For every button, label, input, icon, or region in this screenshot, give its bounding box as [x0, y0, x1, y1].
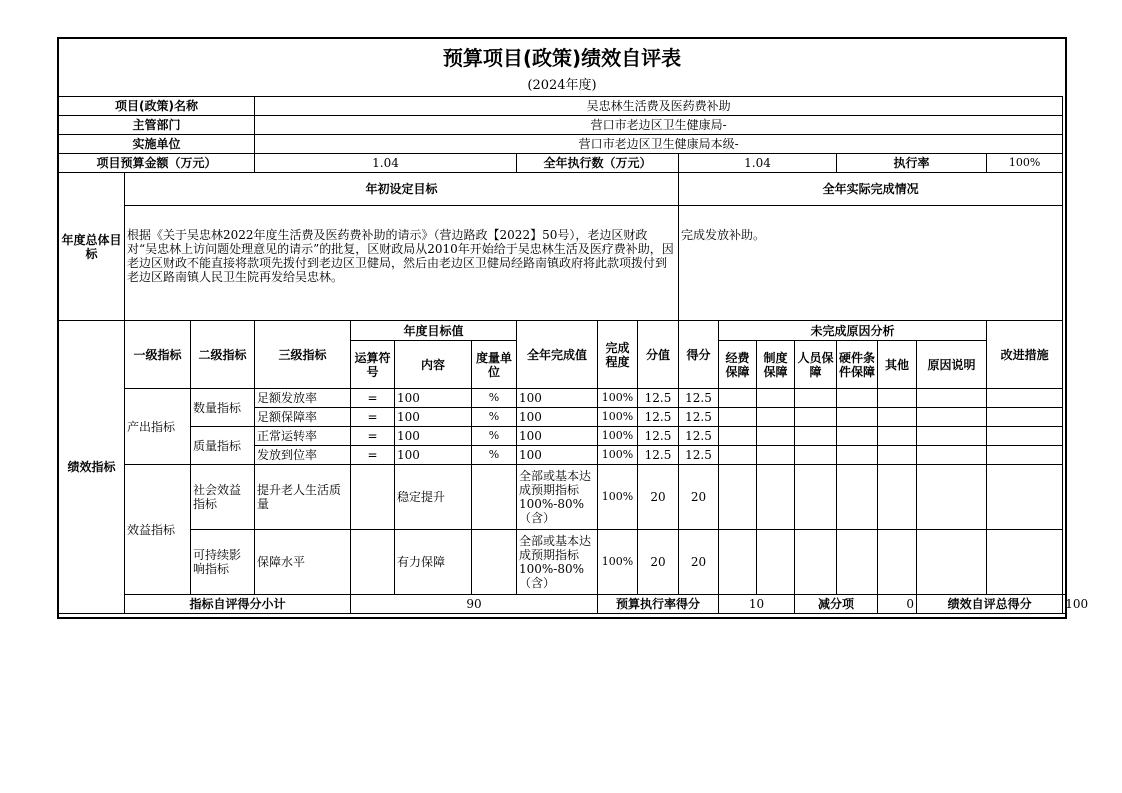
empty-cell	[757, 427, 795, 446]
empty-cell	[917, 446, 987, 465]
performance-indicators-label: 绩效指标	[59, 321, 125, 614]
indicator-content: 100	[395, 446, 472, 465]
project-value: 吴忠林生活费及医药费补助	[255, 97, 1063, 116]
department-label: 主管部门	[59, 116, 255, 135]
budget-label: 项目预算金额（万元）	[59, 154, 255, 173]
indicator-name: 足额保障率	[255, 408, 351, 427]
quantity-indicator-label: 数量指标	[191, 389, 255, 427]
empty-cell	[719, 389, 757, 408]
indicator-score: 12.5	[679, 446, 719, 465]
project-label: 项目(政策)名称	[59, 97, 255, 116]
indicator-unit: %	[472, 427, 517, 446]
level1-header: 一级指标	[125, 321, 191, 389]
empty-cell	[917, 389, 987, 408]
empty-cell	[837, 389, 878, 408]
indicator-score-value: 12.5	[638, 389, 679, 408]
indicator-score: 12.5	[679, 427, 719, 446]
goal-header-row	[59, 173, 1067, 206]
indicator-operator: =	[351, 446, 395, 465]
indicator-operator: =	[351, 427, 395, 446]
actual-value-header: 全年完成值	[517, 321, 598, 389]
indicator-actual: 全部或基本达成预期指标100%-80%（含）	[517, 465, 598, 530]
empty-cell	[987, 427, 1063, 446]
indicator-completion: 100%	[598, 427, 638, 446]
deduction-value: 0	[878, 595, 917, 614]
empty-cell	[878, 530, 917, 595]
indicator-content: 有力保障	[395, 530, 472, 595]
budget-rate-score-label: 预算执行率得分	[598, 595, 719, 614]
indicator-score-value: 12.5	[638, 427, 679, 446]
empty-cell	[837, 446, 878, 465]
empty-cell	[719, 530, 757, 595]
document-year: (2024年度)	[527, 78, 597, 93]
budget-rate-score-value: 10	[719, 595, 795, 614]
department-value: 营口市老边区卫生健康局-	[255, 116, 1063, 135]
indicator-operator: =	[351, 408, 395, 427]
indicator-content: 100	[395, 389, 472, 408]
execution-rate-value: 100%	[987, 154, 1063, 173]
empty-cell	[719, 427, 757, 446]
subtotal-value: 90	[351, 595, 598, 614]
empty-cell	[719, 408, 757, 427]
operator-header: 运算符号	[351, 341, 395, 389]
indicator-score-value: 20	[638, 465, 679, 530]
empty-cell	[795, 408, 837, 427]
indicator-name: 正常运转率	[255, 427, 351, 446]
empty-cell	[917, 427, 987, 446]
empty-cell	[837, 427, 878, 446]
indicator-actual: 100	[517, 408, 598, 427]
table-row	[59, 465, 1067, 530]
empty-cell	[757, 446, 795, 465]
department-row	[59, 116, 1067, 135]
summary-row	[59, 595, 1067, 614]
table-row	[59, 530, 1067, 595]
empty-cell	[837, 530, 878, 595]
empty-cell	[837, 408, 878, 427]
empty-cell	[472, 530, 517, 595]
benefit-level2-label: 社会效益指标	[191, 465, 255, 530]
indicator-name: 保障水平	[255, 530, 351, 595]
content-header: 内容	[395, 341, 472, 389]
empty-cell	[878, 408, 917, 427]
reason-other-header: 其他	[878, 341, 917, 389]
empty-cell	[757, 530, 795, 595]
score-header: 得分	[679, 321, 719, 389]
empty-cell	[878, 427, 917, 446]
indicator-score: 12.5	[679, 389, 719, 408]
plan-goal-header: 年初设定目标	[125, 173, 679, 206]
empty-cell	[795, 530, 837, 595]
benefit-indicator-label: 效益指标	[125, 465, 191, 595]
empty-cell	[757, 408, 795, 427]
indicator-completion: 100%	[598, 530, 638, 595]
document-title: 预算项目(政策)绩效自评表	[442, 46, 682, 70]
empty-cell	[757, 465, 795, 530]
measures-header: 改进措施	[987, 321, 1063, 389]
target-value-group-header: 年度目标值	[351, 321, 517, 341]
unit-header: 度量单位	[472, 341, 517, 389]
empty-cell	[878, 446, 917, 465]
reason-funding-header: 经费保障	[719, 341, 757, 389]
empty-cell	[837, 465, 878, 530]
reason-desc-header: 原因说明	[917, 341, 987, 389]
level3-header: 三级指标	[255, 321, 351, 389]
indicator-score: 20	[679, 530, 719, 595]
indicator-content: 稳定提升	[395, 465, 472, 530]
empty-cell	[795, 446, 837, 465]
output-indicator-label: 产出指标	[125, 389, 191, 465]
indicator-name: 提升老人生活质量	[255, 465, 351, 530]
empty-cell	[987, 446, 1063, 465]
indicator-unit: %	[472, 389, 517, 408]
indicator-completion: 100%	[598, 389, 638, 408]
indicator-actual: 100	[517, 427, 598, 446]
project-row	[59, 97, 1067, 116]
score-value-header: 分值	[638, 321, 679, 389]
indicator-name: 足额发放率	[255, 389, 351, 408]
reason-hardware-header: 硬件条件保障	[837, 341, 878, 389]
level2-header: 二级指标	[191, 321, 255, 389]
indicator-actual: 100	[517, 389, 598, 408]
execution-label: 全年执行数（万元）	[517, 154, 679, 173]
empty-cell	[917, 530, 987, 595]
total-score-label: 绩效自评总得分	[917, 595, 1063, 614]
empty-cell	[987, 530, 1063, 595]
empty-cell	[719, 465, 757, 530]
completion-header: 完成程度	[598, 321, 638, 389]
table-row	[59, 389, 1067, 408]
execution-rate-label: 执行率	[837, 154, 987, 173]
actual-result-header: 全年实际完成情况	[679, 173, 1063, 206]
indicator-completion: 100%	[598, 408, 638, 427]
indicator-unit: %	[472, 446, 517, 465]
empty-cell	[472, 465, 517, 530]
indicator-score: 12.5	[679, 408, 719, 427]
reason-staff-header: 人员保障	[795, 341, 837, 389]
empty-cell	[351, 530, 395, 595]
evaluation-table	[58, 96, 1089, 614]
empty-cell	[878, 465, 917, 530]
evaluation-sheet	[57, 37, 1089, 619]
budget-row	[59, 154, 1067, 173]
actual-result-text: 完成发放补助。	[679, 206, 1063, 321]
empty-cell	[987, 408, 1063, 427]
empty-cell	[917, 408, 987, 427]
budget-value: 1.04	[255, 154, 517, 173]
indicator-score: 20	[679, 465, 719, 530]
annual-goal-label: 年度总体目标	[59, 173, 125, 321]
indicator-content: 100	[395, 427, 472, 446]
indicator-completion: 100%	[598, 465, 638, 530]
unit-row	[59, 135, 1067, 154]
quality-indicator-label: 质量指标	[191, 427, 255, 465]
indicator-actual: 全部或基本达成预期指标100%-80%（含）	[517, 530, 598, 595]
total-score-value: 100	[1063, 595, 1067, 614]
indicator-unit: %	[472, 408, 517, 427]
empty-cell	[987, 465, 1063, 530]
indicator-score-value: 12.5	[638, 446, 679, 465]
empty-cell	[795, 389, 837, 408]
empty-cell	[351, 465, 395, 530]
empty-cell	[795, 465, 837, 530]
indicator-actual: 100	[517, 446, 598, 465]
benefit-level2-label: 可持续影响指标	[191, 530, 255, 595]
table-row	[59, 427, 1067, 446]
empty-cell	[987, 389, 1063, 408]
unit-label: 实施单位	[59, 135, 255, 154]
plan-goal-text: 根据《关于吴忠林2022年度生活费及医药费补助的请示》（营边路政【2022】50号），老边区财政对“吴忠林上访问题处理意见的请示”的批复，区财政局从2010年开始给于吴忠林生活及医疗费补助，因老边区财政不能直接将款项先拨付到老边区卫健局，然后由老边区卫健局经路南镇政府将此款项拨付到老边区路南镇人民卫生院再发给吴忠林。	[125, 206, 679, 321]
indicator-score-value: 20	[638, 530, 679, 595]
unit-value: 营口市老边区卫生健康局本级-	[255, 135, 1063, 154]
indicator-header-row-1	[59, 321, 1067, 341]
indicator-score-value: 12.5	[638, 408, 679, 427]
indicator-operator: =	[351, 389, 395, 408]
empty-cell	[795, 427, 837, 446]
empty-cell	[757, 389, 795, 408]
empty-cell	[917, 465, 987, 530]
reason-system-header: 制度保障	[757, 341, 795, 389]
subtotal-label: 指标自评得分小计	[125, 595, 351, 614]
empty-cell	[719, 446, 757, 465]
goal-text-row	[59, 206, 1067, 321]
indicator-content: 100	[395, 408, 472, 427]
execution-value: 1.04	[679, 154, 837, 173]
deduction-label: 减分项	[795, 595, 878, 614]
empty-cell	[878, 389, 917, 408]
reason-group-header: 未完成原因分析	[719, 321, 987, 341]
indicator-completion: 100%	[598, 446, 638, 465]
indicator-name: 发放到位率	[255, 446, 351, 465]
